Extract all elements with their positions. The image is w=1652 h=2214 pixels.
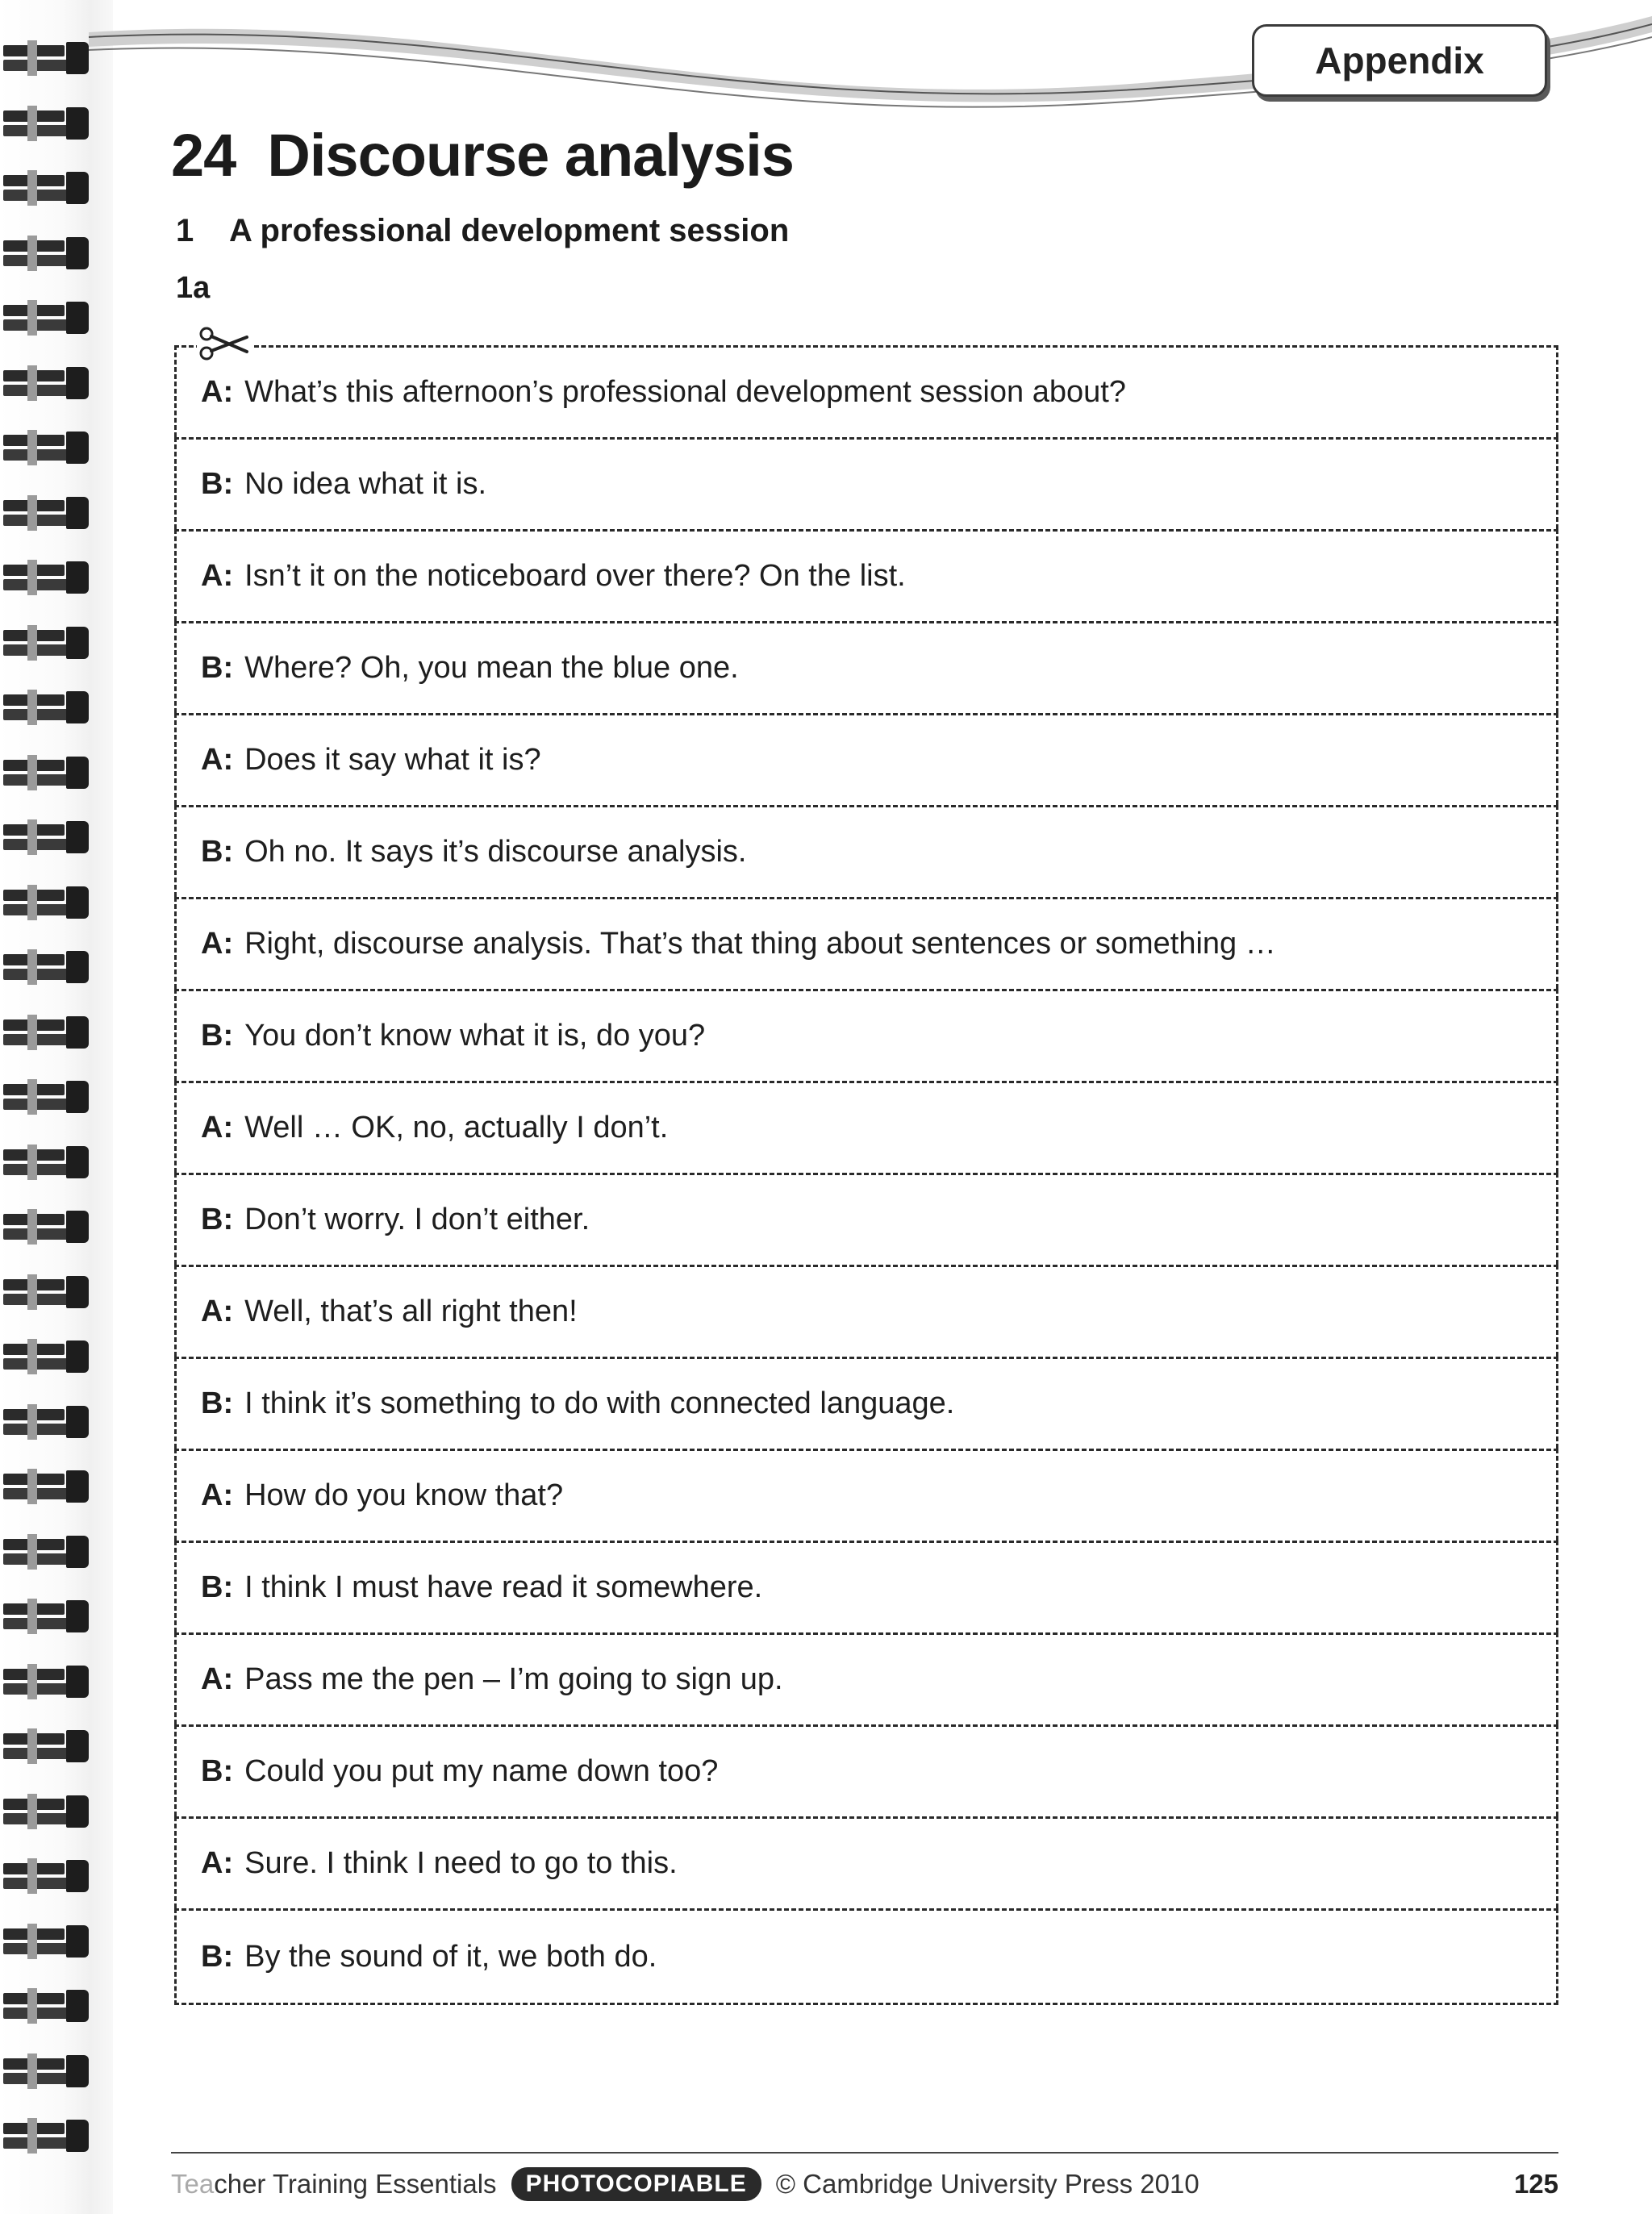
dialogue-row (174, 805, 1558, 897)
dialogue-line: Oh no. It says it’s discourse analysis. (244, 835, 747, 869)
speaker-label: B: (201, 1386, 234, 1420)
dialogue-line: Well … OK, no, actually I don’t. (244, 1111, 669, 1145)
speaker-label: A: (201, 1478, 234, 1512)
dialogue-row (174, 1173, 1558, 1265)
binding-ring (3, 365, 90, 401)
speaker-label: A: (201, 927, 234, 961)
speaker-label: A: (201, 743, 234, 777)
binding-ring (3, 1534, 90, 1570)
dialogue-line: What’s this afternoon’s professional development session about? (244, 375, 1126, 409)
speaker-label: A: (201, 375, 234, 409)
dialogue-line: Could you put my name down too? (244, 1754, 719, 1788)
dialogue-row (174, 1632, 1558, 1724)
binding-ring (3, 1794, 90, 1829)
dialogue-line: How do you know that? (244, 1478, 564, 1512)
binding-ring (3, 1209, 90, 1245)
dialogue-line: Does it say what it is? (244, 743, 541, 777)
binding-ring (3, 560, 90, 595)
dialogue-row (174, 345, 1558, 437)
speaker-label: B: (201, 1019, 234, 1053)
speaker-label: A: (201, 1662, 234, 1696)
speaker-label: B: (201, 1203, 234, 1236)
footer-rule (171, 2152, 1558, 2154)
binding-ring (3, 625, 90, 661)
dialogue-row (174, 897, 1558, 989)
dialogue-line: Sure. I think I need to go to this. (244, 1846, 678, 1880)
dialogue-line: Where? Oh, you mean the blue one. (244, 651, 739, 685)
page-footer (171, 2165, 1558, 2204)
binding-ring (3, 495, 90, 531)
dialogue-row (174, 621, 1558, 713)
dialogue-line: I think I must have read it somewhere. (244, 1570, 763, 1604)
dialogue-row (174, 1265, 1558, 1357)
binding-ring (3, 819, 90, 855)
binding-ring (3, 1274, 90, 1310)
spiral-binding (0, 0, 113, 2214)
binding-ring (3, 1664, 90, 1699)
speaker-label: B: (201, 467, 234, 501)
dialogue-row (174, 989, 1558, 1081)
dialogue-line: I think it’s something to do with connected language. (244, 1386, 955, 1420)
binding-ring (3, 1145, 90, 1180)
dialogue-row (174, 437, 1558, 529)
binding-ring (3, 1728, 90, 1764)
dialogue-row (174, 1449, 1558, 1541)
binding-ring (3, 1988, 90, 2024)
speaker-label: B: (201, 835, 234, 869)
dialogue-line: Isn’t it on the noticeboard over there? On the list. (244, 559, 906, 593)
dialogue-line: You don’t know what it is, do you? (244, 1019, 706, 1053)
dialogue-line: No idea what it is. (244, 467, 487, 501)
dialogue-line: Don’t worry. I don’t either. (244, 1203, 590, 1236)
binding-ring (3, 170, 90, 206)
dialogue-row (174, 1357, 1558, 1449)
dialogue-line: Pass me the pen – I’m going to sign up. (244, 1662, 783, 1696)
binding-ring (3, 1599, 90, 1634)
dialogue-line: Right, discourse analysis. That’s that thing about sentences or something … (244, 927, 1276, 961)
dialogue-row (174, 529, 1558, 621)
binding-ring (3, 1339, 90, 1374)
speaker-label: B: (201, 1570, 234, 1604)
binding-ring (3, 1924, 90, 1959)
dialogue-row (174, 1724, 1558, 1816)
binding-ring (3, 885, 90, 920)
speaker-label: A: (201, 1295, 234, 1328)
dialogue-line: Well, that’s all right then! (244, 1295, 578, 1328)
binding-ring (3, 2053, 90, 2089)
binding-ring (3, 1015, 90, 1050)
binding-ring (3, 300, 90, 336)
dialogue-row (174, 1816, 1558, 1908)
appendix-tab: Appendix (1252, 24, 1547, 97)
binding-ring (3, 1404, 90, 1440)
section-heading (176, 213, 789, 249)
speaker-label: B: (201, 1754, 234, 1788)
scissors-icon (197, 326, 253, 363)
series-name: Teacher Training Essentials (171, 2169, 497, 2199)
binding-ring (3, 1079, 90, 1115)
part-label: 1a (176, 271, 211, 305)
dialogue-row (174, 713, 1558, 805)
binding-ring (3, 949, 90, 985)
speaker-label: A: (201, 559, 234, 593)
speaker-label: B: (201, 651, 234, 685)
speaker-label: A: (201, 1111, 234, 1145)
section-title: A professional development session (229, 213, 790, 248)
dialogue-row (174, 1081, 1558, 1173)
dialogue-cutout-table (174, 345, 1558, 2005)
binding-ring (3, 1858, 90, 1894)
page-title: 24 Discourse analysis (171, 122, 794, 189)
binding-ring (3, 430, 90, 465)
speaker-label: A: (201, 1846, 234, 1880)
binding-ring (3, 1469, 90, 1504)
copyright-notice: © Cambridge University Press 2010 (775, 2169, 1199, 2199)
binding-ring (3, 755, 90, 790)
binding-ring (3, 2118, 90, 2154)
binding-ring (3, 690, 90, 725)
dialogue-row (174, 1908, 1558, 2005)
binding-ring (3, 236, 90, 271)
speaker-label: B: (201, 1939, 234, 1974)
page-number: 125 (1513, 2169, 1558, 2199)
section-number: 1 (176, 213, 194, 248)
photocopiable-badge: PHOTOCOPIABLE (511, 2167, 761, 2201)
dialogue-row (174, 1541, 1558, 1632)
dialogue-line: By the sound of it, we both do. (244, 1939, 657, 1974)
